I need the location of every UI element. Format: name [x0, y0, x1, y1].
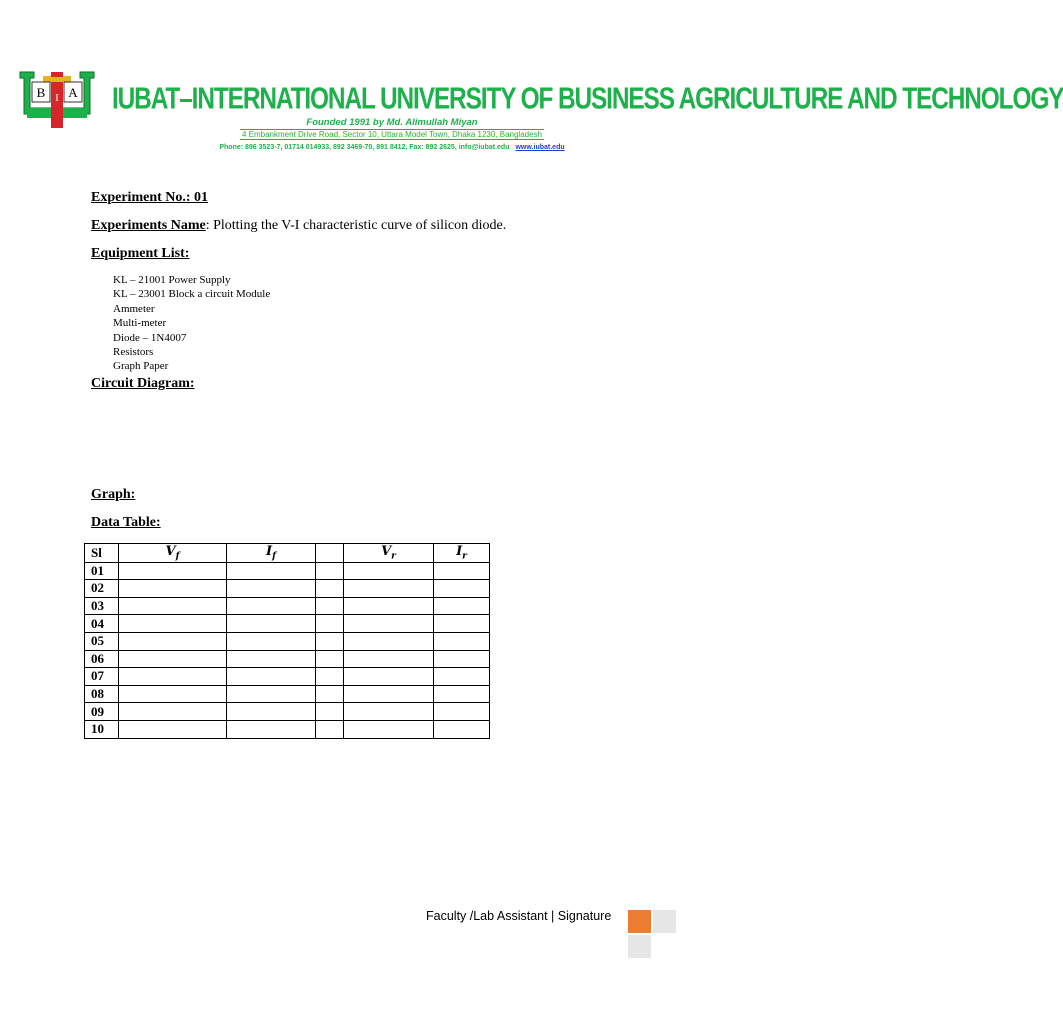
- gray-accent-square: [628, 935, 651, 958]
- table-cell: [344, 703, 434, 721]
- table-cell: [119, 597, 227, 615]
- table-row: [85, 685, 490, 703]
- table-cell: [316, 632, 344, 650]
- table-cell: [119, 720, 227, 738]
- table-cell: [119, 668, 227, 686]
- logo-letter-b: B: [36, 85, 46, 100]
- address-line: [112, 130, 672, 139]
- list-item: KL – 21001 Power Supply: [113, 274, 231, 286]
- table-cell: [434, 668, 490, 686]
- list-item: Diode – 1N4007: [113, 331, 187, 344]
- table-cell: [227, 685, 316, 703]
- table-cell: [227, 650, 316, 668]
- table-header-row: [85, 544, 490, 563]
- table-cell: [227, 615, 316, 633]
- table-cell: [316, 703, 344, 721]
- table-cell: [434, 685, 490, 703]
- experiment-name-label: Experiments Name: [91, 218, 206, 233]
- signature-label: Faculty /Lab Assistant | Signature: [426, 909, 612, 923]
- column-header-if: $I_f$: [227, 544, 316, 563]
- serial-cell: 08: [85, 685, 119, 703]
- table-cell: [119, 580, 227, 598]
- table-row: [85, 703, 490, 721]
- list-item: Graph Paper: [113, 360, 169, 373]
- serial-cell: 05: [85, 632, 119, 650]
- serial-cell: 02: [85, 580, 119, 598]
- table-cell: [434, 615, 490, 633]
- table-cell: [434, 703, 490, 721]
- table-cell: [227, 703, 316, 721]
- table-cell: [227, 562, 316, 580]
- contact-text: Phone: 896 3523-7, 01714 014933, 892 3469-70, 891 8412, Fax: 892 2625, info@iubat.edu: [219, 144, 510, 151]
- experiment-number: Experiment No.: 01: [91, 190, 209, 205]
- column-header-ir: $I_r$: [434, 544, 490, 563]
- column-header-vr: $V_r$: [344, 544, 434, 563]
- table-cell: [344, 580, 434, 598]
- logo-letter-a: A: [68, 85, 78, 100]
- table-cell: [316, 668, 344, 686]
- table-cell: [344, 668, 434, 686]
- table-cell: [119, 685, 227, 703]
- data-table-heading: Data Table:: [91, 515, 161, 530]
- experiment-name-value: : Plotting the V-I characteristic curve of silicon diode.: [205, 218, 507, 233]
- address-text: 4 Embankment Drive Road, Sector 10, Uttara Model Town, Dhaka 1230, Bangladesh: [241, 130, 543, 139]
- serial-cell: 06: [85, 650, 119, 668]
- table-cell: [316, 685, 344, 703]
- circuit-diagram-heading: Circuit Diagram:: [91, 376, 195, 391]
- equipment-heading: Equipment List:: [91, 246, 190, 261]
- founded-line: Founded 1991 by Md. Alimullah Miyan: [306, 117, 478, 128]
- serial-cell: 07: [85, 668, 119, 686]
- table-cell: [227, 668, 316, 686]
- column-header-spacer: [316, 544, 344, 563]
- table-cell: [119, 650, 227, 668]
- table-cell: [434, 580, 490, 598]
- serial-cell: 03: [85, 597, 119, 615]
- table-cell: [119, 562, 227, 580]
- contact-line: [112, 144, 672, 151]
- serial-cell: 01: [85, 562, 119, 580]
- table-cell: [316, 720, 344, 738]
- column-header-vf: $V_f$: [119, 544, 227, 563]
- table-cell: [344, 597, 434, 615]
- table-cell: [344, 562, 434, 580]
- table-row: [85, 650, 490, 668]
- university-logo: [18, 68, 96, 130]
- table-cell: [227, 597, 316, 615]
- graph-heading: Graph:: [91, 487, 136, 502]
- table-cell: [119, 632, 227, 650]
- table-cell: [434, 650, 490, 668]
- table-cell: [316, 615, 344, 633]
- table-cell: [434, 562, 490, 580]
- table-cell: [344, 650, 434, 668]
- table-cell: [316, 597, 344, 615]
- logo-letter-i: I: [55, 92, 59, 104]
- table-cell: [434, 632, 490, 650]
- table-cell: [344, 720, 434, 738]
- list-item: Resistors: [113, 346, 154, 359]
- table-row: [85, 720, 490, 738]
- gray-accent-square: [653, 910, 676, 933]
- table-row: [85, 632, 490, 650]
- serial-cell: 10: [85, 720, 119, 738]
- table-cell: [344, 615, 434, 633]
- data-table: [84, 543, 490, 739]
- table-cell: [316, 562, 344, 580]
- table-row: [85, 562, 490, 580]
- table-cell: [434, 720, 490, 738]
- table-cell: [316, 650, 344, 668]
- table-cell: [316, 580, 344, 598]
- equipment-list: [113, 273, 270, 374]
- table-cell: [434, 597, 490, 615]
- table-cell: [119, 703, 227, 721]
- table-cell: [227, 632, 316, 650]
- orange-accent-square: [628, 910, 651, 933]
- table-row: [85, 668, 490, 686]
- website-link[interactable]: www.iubat.edu: [515, 144, 565, 151]
- list-item: KL – 23001 Block a circuit Module: [113, 288, 271, 301]
- table-row: [85, 597, 490, 615]
- table-cell: [227, 580, 316, 598]
- serial-cell: 09: [85, 703, 119, 721]
- experiment-name-line: [91, 218, 506, 234]
- table-cell: [344, 632, 434, 650]
- table-row: [85, 580, 490, 598]
- table-cell: [344, 685, 434, 703]
- table-row: [85, 615, 490, 633]
- list-item: Ammeter: [113, 302, 155, 315]
- university-name: IUBAT–INTERNATIONAL UNIVERSITY OF BUSINESS AGRICULTURE AND TECHNOLOGY: [112, 80, 1063, 116]
- serial-cell: 04: [85, 615, 119, 633]
- table-cell: [119, 615, 227, 633]
- column-header-sl: Sl: [85, 544, 119, 563]
- list-item: Multi-meter: [113, 317, 167, 330]
- table-cell: [227, 720, 316, 738]
